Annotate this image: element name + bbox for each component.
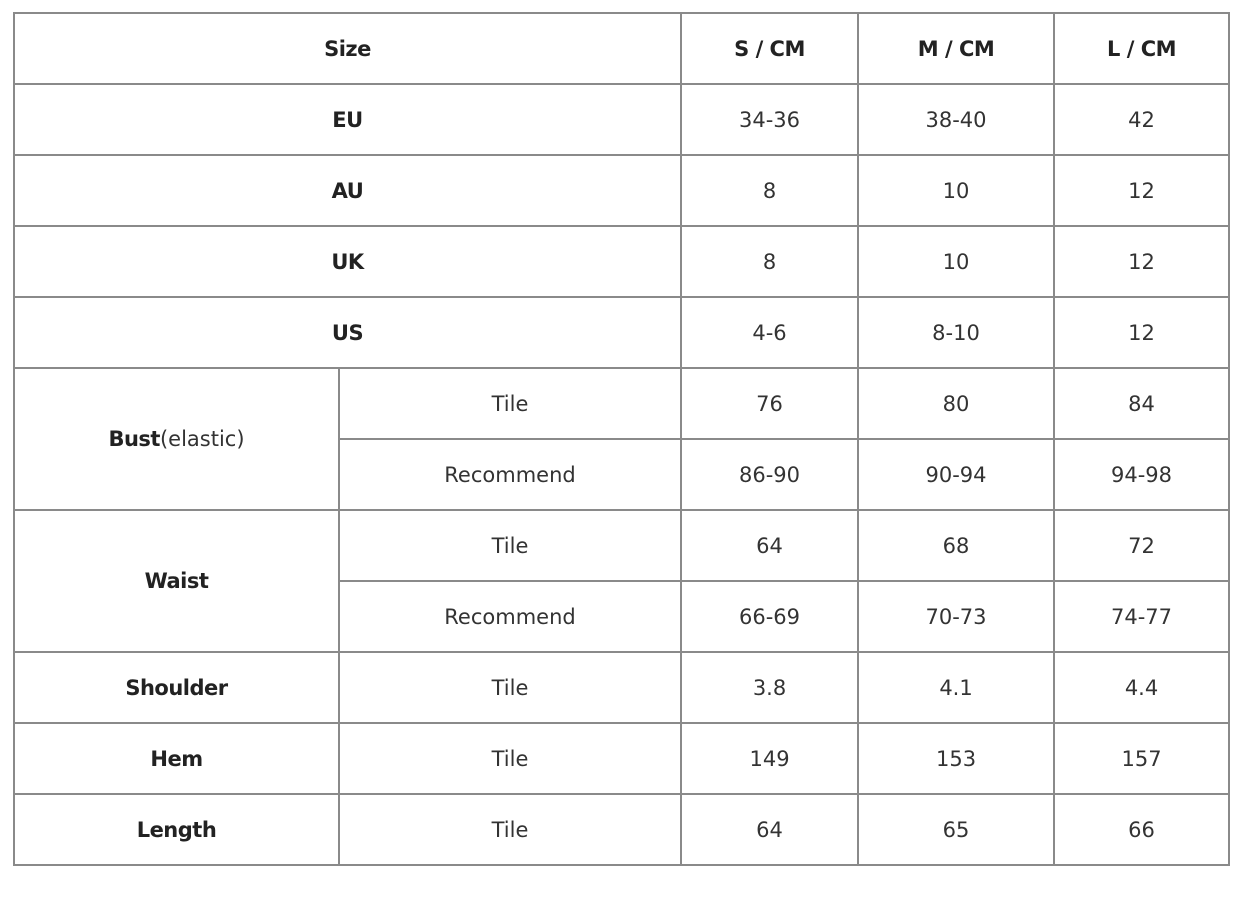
row-label-au: AU [14, 155, 681, 226]
header-l-cm-cell: L / CM [1054, 13, 1229, 84]
table-cell: 68 [858, 510, 1054, 581]
bust-note: (elastic) [159, 427, 245, 451]
table-cell: 76 [681, 368, 858, 439]
size-chart-table [13, 12, 1230, 866]
table-cell: 66 [1054, 794, 1229, 865]
table-cell: 42 [1054, 84, 1229, 155]
table-cell: 4.4 [1054, 652, 1229, 723]
table-cell: 153 [858, 723, 1054, 794]
row-label-hem: Hem [14, 723, 339, 794]
row-label-waist: Waist [14, 510, 339, 652]
table-row [14, 155, 1229, 226]
table-cell: 157 [1054, 723, 1229, 794]
table-cell: 66-69 [681, 581, 858, 652]
row-label-us: US [14, 297, 681, 368]
table-row [14, 368, 1229, 439]
table-cell: 90-94 [858, 439, 1054, 510]
table-cell: 8 [681, 155, 858, 226]
measure-type-cell: Tile [339, 652, 681, 723]
table-cell: 84 [1054, 368, 1229, 439]
header-size-cell: Size [14, 13, 681, 84]
measure-type-cell: Tile [339, 368, 681, 439]
table-row [14, 510, 1229, 581]
table-cell: 64 [681, 510, 858, 581]
table-cell: 72 [1054, 510, 1229, 581]
header-m-cm-cell: M / CM [858, 13, 1054, 84]
measure-type-cell: Recommend [339, 581, 681, 652]
table-cell: 94-98 [1054, 439, 1229, 510]
table-cell: 12 [1054, 226, 1229, 297]
row-label-length: Length [14, 794, 339, 865]
table-cell: 4-6 [681, 297, 858, 368]
table-row [14, 84, 1229, 155]
table-cell: 34-36 [681, 84, 858, 155]
table-row [14, 794, 1229, 865]
header-row [14, 13, 1229, 84]
table-cell: 86-90 [681, 439, 858, 510]
table-cell: 80 [858, 368, 1054, 439]
table-cell: 74-77 [1054, 581, 1229, 652]
table-row [14, 652, 1229, 723]
row-label-uk: UK [14, 226, 681, 297]
measure-type-cell: Tile [339, 794, 681, 865]
table-cell: 8-10 [858, 297, 1054, 368]
table-row [14, 723, 1229, 794]
table-row [14, 297, 1229, 368]
table-cell: 70-73 [858, 581, 1054, 652]
table-cell: 4.1 [858, 652, 1054, 723]
table-cell: 10 [858, 155, 1054, 226]
table-cell: 12 [1054, 297, 1229, 368]
table-row [14, 226, 1229, 297]
table-cell: 12 [1054, 155, 1229, 226]
table-cell: 65 [858, 794, 1054, 865]
measure-type-cell: Tile [339, 723, 681, 794]
row-label-eu: EU [14, 84, 681, 155]
table-cell: 3.8 [681, 652, 858, 723]
table-cell: 38-40 [858, 84, 1054, 155]
header-s-cm-cell: S / CM [681, 13, 858, 84]
measure-type-cell: Recommend [339, 439, 681, 510]
table-cell: 149 [681, 723, 858, 794]
table-cell: 8 [681, 226, 858, 297]
table-cell: 10 [858, 226, 1054, 297]
table-cell: 64 [681, 794, 858, 865]
bust-label: Bust [108, 427, 160, 451]
row-label-shoulder: Shoulder [14, 652, 339, 723]
row-label-bust [14, 368, 339, 510]
measure-type-cell: Tile [339, 510, 681, 581]
